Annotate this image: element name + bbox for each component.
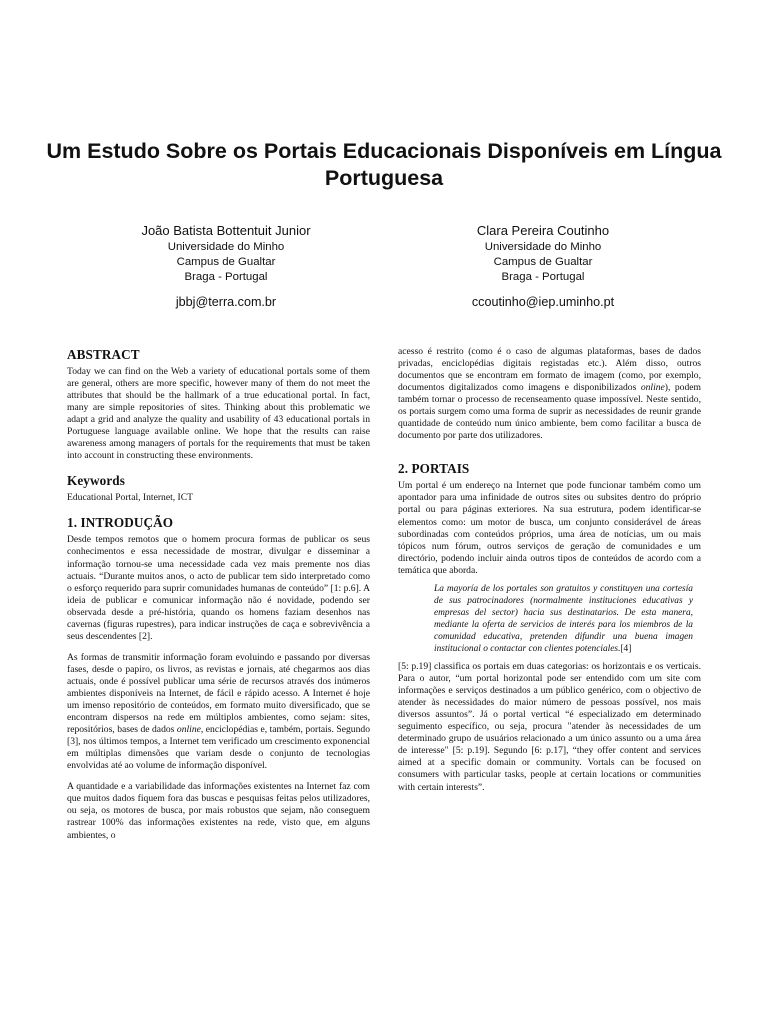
abstract-heading: ABSTRACT (67, 347, 140, 362)
block-quote-reference: [4] (620, 643, 632, 654)
author-affiliation-university: Universidade do Minho (167, 241, 285, 253)
introduction-paragraph-2 (67, 652, 370, 772)
portais-heading: 2. PORTAIS (398, 461, 470, 477)
introduction-paragraph-1: Desde tempos remotos que o homem procura formas de publicar os seus conhecimentos e essa necessidade de mostrar, divulgar e disseminar a informação tornou-se uma necessidade cada vez mais premente nos dias actuais. “Durante muitos anos, o acto de publicar tem sido interpretado como o esforço requerido para suprir comunidades humanas de conteúdo” [1: p.6]. A ideia de publicar e comunicar informação não é novidade, podendo ser observada desde a pré-história, quando os homens faziam desenhos nas cavernas (figuras rupestres), para indicar instruções de caça e sobrevivência a seus descendentes [2]. (67, 534, 370, 642)
author-block-1 (76, 222, 376, 311)
continued-paragraph-section (398, 346, 701, 442)
author-name: João Batista Bottentuit Junior (141, 223, 311, 238)
keywords-text: Educational Portal, Internet, ICT (67, 492, 194, 504)
continued-paragraph-emphasis: online (640, 382, 665, 394)
author-affiliation-campus: Campus de Gualtar (493, 256, 593, 268)
abstract-text: Today we can find on the Web a variety of educational portals some of them are general, others are more specific, however many of them do not meet the attributes that should be the hallmark of a true educational portal. In fact, many are simple repositories of sites. Thinking about this problematic we adapt a grid and analyze the quality and usability of 43 educational portals in Portuguese language available online. We hope that the results can raise awareness among managers of portals for the requirements that must be taken into account in constructing these environments. (67, 366, 370, 462)
introduction-paragraph-2-part-a: As formas de transmitir informação foram evoluindo e passando por diversas fases, desde o papiro, os livros, as revistas e jornais, até chegarmos aos dias actuais, onde é possível publicar uma série de recursos através dos inúmeros ambientes disponíveis na Internet, de fácil e rápido acesso. A Internet é hoje um imenso repositório de conteúdos, em formato muito diversificado, que se encontram dispersos na rede em múltiplos ambientes, como sejam: sites, repositórios, bases de dados (67, 651, 370, 736)
portais-paragraph-1: Um portal é um endereço na Internet que pode funcionar também como um apontador para uma infinidade de outros sites ou subsites dentro do próprio portal ou para páginas exteriores. Na sua estrutura, podem identificar-se elementos como: um motor de busca, um conjunto considerável de áreas subordinadas com conteúdos próprios, uma área de notícias, um ou mais tópicos num fórum, outros serviços de geração de comunidades e um directório, podendo incluir ainda outros tipos de conteúdos de acordo com a temática que aborda. (398, 480, 701, 576)
author-affiliation-university: Universidade do Minho (484, 241, 602, 253)
introduction-paragraph-2-part-b: , enciclopédias e, também, portais. Segundo [3], nos últimos tempos, a Internet tem verificado um crescimento exponencial em múltiplas dimensões que variam desde o conjunto de tecnologias envolvidas até ao volume de informação disponível. (67, 724, 370, 772)
left-column (67, 346, 370, 852)
author-block-2 (393, 222, 693, 311)
author-name: Clara Pereira Coutinho (476, 223, 610, 238)
block-quote (434, 583, 693, 655)
author-affiliation-city: Braga - Portugal (184, 271, 268, 283)
introduction-heading: 1. INTRODUÇÃO (67, 515, 174, 531)
author-email: jbbj@terra.com.br (175, 295, 277, 309)
portais-section (398, 460, 701, 793)
introduction-paragraph-2-emphasis: online (176, 724, 201, 736)
author-affiliation-campus: Campus de Gualtar (176, 256, 276, 268)
introduction-section (67, 514, 370, 841)
right-column (398, 346, 701, 804)
keywords-section (67, 472, 370, 504)
block-quote-text: La mayoría de los portales son gratuitos y constituyen una cortesía de sus patrocinadores (normalmente instituciones educativas y empresas del sector) hacia sus destinatarios. De esta manera, mediante la oferta de servicios de interés para los miembros de la comunidad educativa, pretenden difundir una buena imagen institucional o contactar con clientes potenciales. (434, 583, 693, 654)
introduction-paragraph-3: A quantidade e a variabilidade das informações existentes na Internet faz com que muitos dados fiquem fora das buscas e pesquisas feitas pelos utilizadores, ou seja, os motores de busca, por mais robustos que sejam, não conseguem rastrear 100% das informações existentes na rede, visto que, em alguns ambientes, o (67, 781, 370, 841)
abstract-section (67, 346, 370, 462)
continued-paragraph-part-b: ), podem também tornar o processo de recenseamento quase impossível. Neste sentido, os portais surgem como uma forma de suprir as necessidades de reunir grande quantidade de conteúdo num único ambiente, bem como facilitar a busca de documento por parte dos utilizadores. (398, 382, 701, 442)
continued-paragraph-part-a: acesso é restrito (como é o caso de algumas plataformas, bases de dados privadas, enciclopédias digitais registadas etc.). Além disso, outros documentos que se encontram em formato de imagem (como, por exemplo, documentos digitalizados como imagens e disponibilizados (398, 346, 701, 394)
author-email: ccoutinho@iep.uminho.pt (471, 295, 615, 309)
portais-paragraph-2: [5: p.19] classifica os portais em duas categorias: os horizontais e os verticais. Para o autor, “um portal horizontal pode ser entendido com um site com informações e serviços destinados a um público genérico, com o objectivo de atender às necessidades do maior número de pessoas possível, nos mais diversos assuntos”. Já o portal vertical “é especializado em determinado seguimento específico, ou seja, procura "atender às necessidades de um determinado grupo de usuários relacionado a um único assunto ou a uma área de interesse" [5: p.19]. Segundo [6: p.17], “they offer content and services aimed at a specific domain or community. Vortals can be focused on consumers with particular tasks, people at certain locations or communities with certain interests”. (398, 661, 701, 793)
continued-paragraph (398, 346, 701, 442)
author-affiliation-city: Braga - Portugal (501, 271, 585, 283)
keywords-heading: Keywords (67, 473, 125, 489)
paper-title: Um Estudo Sobre os Portais Educacionais Disponíveis em Língua Portuguesa (46, 139, 722, 190)
